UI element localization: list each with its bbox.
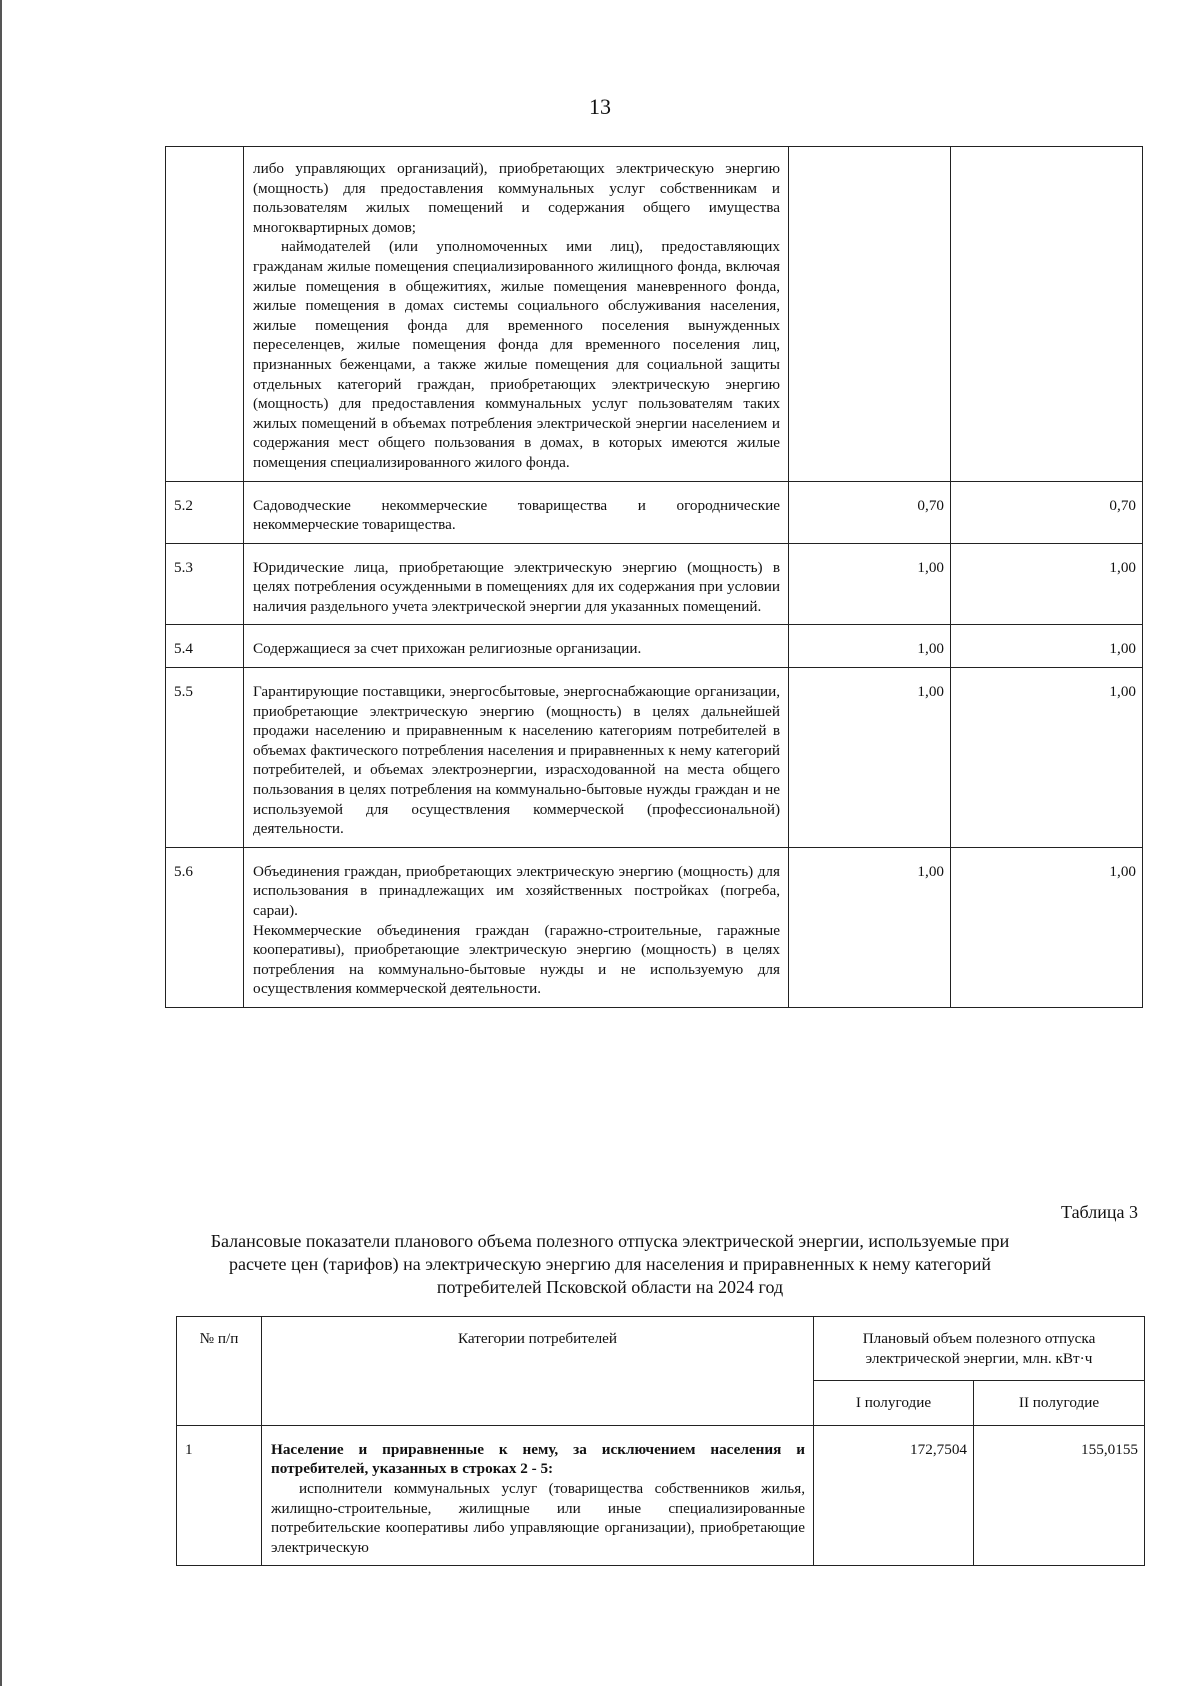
row-number: 5.2: [166, 481, 244, 543]
table-row: [166, 481, 1143, 543]
second-half-value: 1,00: [951, 625, 1143, 668]
continuation-paragraph: либо управляющих организаций), приобретающих электрическую энергию (мощность) для предоставления коммунальных услуг собственникам и пользователям жилых помещений и содержания общего имущества многоквартирных домов;: [253, 160, 780, 236]
row-number: 1: [177, 1425, 262, 1566]
row-description: [244, 847, 789, 1007]
first-half-value: 1,00: [789, 847, 951, 1007]
tariff-coefficients-table: [165, 146, 1143, 1008]
row-paragraph: Некоммерческие объединения граждан (гаражно-строительные, гаражные кооперативы), приобретающие электрическую энергию (мощность) в целях потребления на коммунально-бытовые нужды и не используемую для осуществления коммерческой деятельности.: [253, 921, 780, 998]
continuation-cell: [244, 147, 789, 482]
row-number: 5.6: [166, 847, 244, 1007]
row-description: Юридические лица, приобретающие электрическую энергию (мощность) в целях потребления осужденными в помещениях для их содержания при условии наличия раздельного учета электрической энергии для указанных помещений.: [244, 543, 789, 625]
row-heading: Население и приравненные к нему, за исключением населения и потребителей, указанных в строках 2 - 5:: [271, 1440, 805, 1478]
row-description: [262, 1425, 814, 1566]
row-description: Гарантирующие поставщики, энергосбытовые, энергоснабжающие организации, приобретающие электрическую энергию (мощность) в целях дальнейшей продажи населению и приравненным к населению категориям потребителей в объемах фактического потребления населения и приравненных к нему категорий потребителей, и объемах электроэнергии, израсходованной на места общего пользования в целях потребления на коммунально-бытовые нужды граждан и не используемой для осуществления коммерческой (профессиональной) деятельности.: [244, 668, 789, 848]
page-left-edge: [0, 0, 2, 1686]
row-number: 5.3: [166, 543, 244, 625]
table-title: Балансовые показатели планового объема полезного отпуска электрической энергии, используемые при расчете цен (тарифов) на электрическую энергию для населения и приравненных к нему категорий потребителей Псковской области на 2024 год: [210, 1231, 1010, 1297]
row-number: 5.5: [166, 668, 244, 848]
second-half-value: 1,00: [951, 668, 1143, 848]
row-number: 5.4: [166, 625, 244, 668]
column-header-category: Категории потребителей: [262, 1317, 814, 1426]
balance-indicators-table: [176, 1316, 1145, 1566]
first-half-value: 1,00: [789, 543, 951, 625]
table-label: Таблица 3: [1061, 1202, 1138, 1222]
first-half-value: 1,00: [789, 668, 951, 848]
first-half-value: 172,7504: [814, 1425, 974, 1566]
column-header-first-half: I полугодие: [814, 1381, 974, 1426]
second-half-value: 1,00: [951, 847, 1143, 1007]
column-header-second-half: II полугодие: [974, 1381, 1145, 1426]
table-row: [166, 847, 1143, 1007]
table-row: [177, 1425, 1145, 1566]
row-paragraph: Объединения граждан, приобретающих электрическую энергию (мощность) для использования в принадлежащих им хозяйственных постройках (погреба, сараи).: [253, 862, 780, 919]
second-half-value: 155,0155: [974, 1425, 1145, 1566]
continuation-paragraph: наймодателей (или уполномоченных ими лиц), предоставляющих гражданам жилые помещения специализированного жилищного фонда, включая жилые помещения в общежитиях, жилые помещения маневренного фонда, жилые помещения в домах системы социального обслуживания населения, жилые помещения фонда для временного поселения вынужденных переселенцев, жилые помещения фонда для временного поселения лиц, признанных беженцами, а также жилые помещения для социальной защиты отдельных категорий граждан, приобретающих электрическую энергию (мощность) для предоставления коммунальных услуг пользователям таких жилых помещений в объемах потребления электрической энергии населением и содержания мест общего пользования в домах, в которых имеются жилые помещения специализированного жилого фонда.: [253, 238, 780, 471]
table-row: [166, 543, 1143, 625]
first-half-value: 1,00: [789, 625, 951, 668]
page-number: 13: [589, 94, 611, 119]
table-header-row: [177, 1317, 1145, 1381]
second-half-value: 0,70: [951, 481, 1143, 543]
column-header-number: № п/п: [177, 1317, 262, 1426]
second-half-value: 1,00: [951, 543, 1143, 625]
table-row: [166, 668, 1143, 848]
table-row: [166, 625, 1143, 668]
column-header-volume: Плановый объем полезного отпуска электрической энергии, млн. кВт·ч: [814, 1317, 1145, 1381]
row-description: Садоводческие некоммерческие товарищества и огороднические некоммерческие товарищества.: [244, 481, 789, 543]
row-paragraph: исполнители коммунальных услуг (товарищества собственников жилья, жилищно-строительные, жилищные или иные специализированные потребительские кооперативы либо управляющие организации), приобретающие электрическую: [271, 1479, 805, 1556]
first-half-value: 0,70: [789, 481, 951, 543]
row-description: Содержащиеся за счет прихожан религиозные организации.: [244, 625, 789, 668]
table-row: [166, 147, 1143, 482]
